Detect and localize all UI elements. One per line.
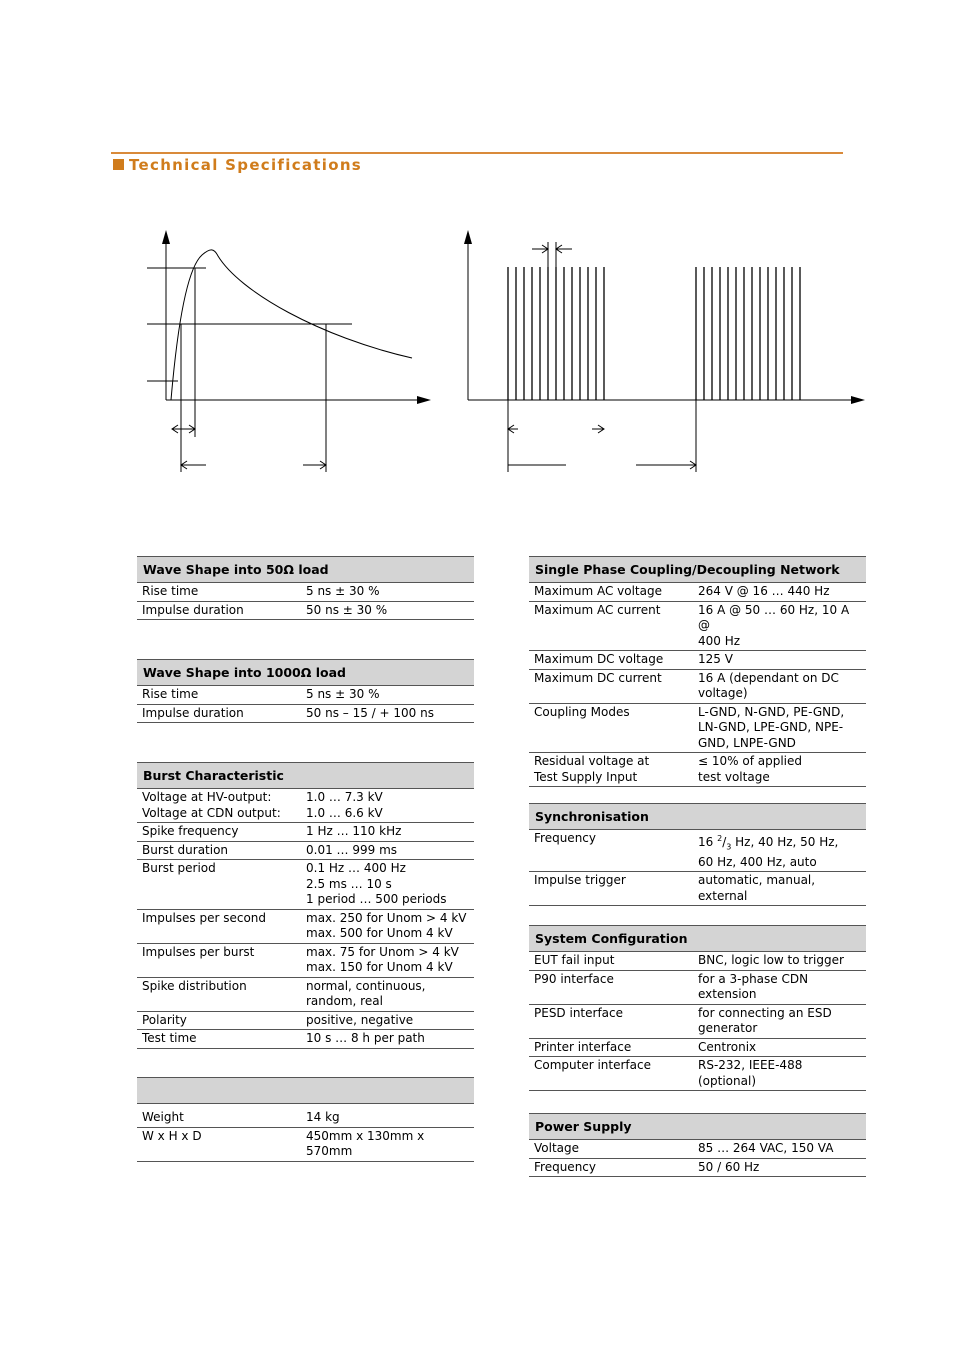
row-key: W x H x D xyxy=(137,1127,301,1161)
table-header: Wave Shape into 1000Ω load xyxy=(137,660,474,686)
row-key: Burst duration xyxy=(137,841,301,860)
row-value: 1.0 … 7.3 kV 1.0 … 6.6 kV xyxy=(301,789,474,823)
row-key: Impulses per burst xyxy=(137,943,301,977)
row-value: normal, continuous, random, real xyxy=(301,977,474,1011)
row-value: 450mm x 130mm x 570mm xyxy=(301,1127,474,1161)
row-value: 14 kg xyxy=(301,1104,474,1128)
burst-train-figure xyxy=(462,222,872,482)
row-value: 10 s … 8 h per path xyxy=(301,1030,474,1049)
row-key: Voltage at HV-output: Voltage at CDN output: xyxy=(137,789,301,823)
row-value: Centronix xyxy=(693,1038,866,1057)
table-header: Synchronisation xyxy=(529,804,866,830)
row-value: 16 A @ 50 … 60 Hz, 10 A @ 400 Hz xyxy=(693,601,866,651)
table-row xyxy=(137,789,474,823)
y-axis-arrowhead xyxy=(464,230,472,244)
row-value: automatic, manual, external xyxy=(693,872,866,906)
freq-rest: Hz, 40 Hz, 50 Hz, xyxy=(731,835,839,849)
burst-2-spikes xyxy=(696,267,800,400)
table-row xyxy=(137,1104,474,1128)
table-row xyxy=(137,823,474,842)
table-row xyxy=(137,704,474,723)
table-row xyxy=(529,1057,866,1091)
row-key: Weight xyxy=(137,1104,301,1128)
row-key: Spike frequency xyxy=(137,823,301,842)
table-row xyxy=(137,583,474,602)
row-value: ≤ 10% of applied test voltage xyxy=(693,753,866,787)
row-value: 125 V xyxy=(693,651,866,670)
row-value: 264 V @ 16 … 440 Hz xyxy=(693,583,866,602)
table-row xyxy=(529,1004,866,1038)
table-general xyxy=(137,1077,474,1162)
square-bullet-icon xyxy=(113,159,124,170)
row-key: Spike distribution xyxy=(137,977,301,1011)
row-value: 1 Hz … 110 kHz xyxy=(301,823,474,842)
row-key: Impulse duration xyxy=(137,704,301,723)
table-row xyxy=(137,841,474,860)
table-row xyxy=(529,703,866,753)
freq-line2: 60 Hz, 400 Hz, auto xyxy=(698,854,817,869)
row-key: Maximum DC current xyxy=(529,669,693,703)
table-header xyxy=(137,1078,474,1104)
table-row xyxy=(137,1127,474,1161)
table-sync xyxy=(529,803,866,906)
row-value: BNC, logic low to trigger xyxy=(693,952,866,971)
section-heading xyxy=(113,156,362,174)
table-row xyxy=(529,651,866,670)
row-value: 16 $^2/_3$ Hz, 40 Hz, 50 Hz, 60 Hz, 400 Hz, auto xyxy=(693,830,866,872)
row-value: 0.01 … 999 ms xyxy=(301,841,474,860)
table-cdn xyxy=(529,556,866,787)
row-key: Polarity xyxy=(137,1011,301,1030)
section-rule xyxy=(111,152,843,154)
row-key: Frequency xyxy=(529,830,693,872)
row-key: Impulse trigger xyxy=(529,872,693,906)
row-key: Maximum AC current xyxy=(529,601,693,651)
row-key: Coupling Modes xyxy=(529,703,693,753)
table-row xyxy=(529,872,866,906)
table-burst xyxy=(137,762,474,1049)
row-value: 85 … 264 VAC, 150 VA xyxy=(693,1140,866,1159)
row-value: 5 ns ± 30 % xyxy=(301,686,474,705)
section-title: Technical Specifications xyxy=(129,156,363,174)
freq-int: 16 xyxy=(698,835,714,849)
table-row xyxy=(137,943,474,977)
table-row xyxy=(137,686,474,705)
row-key: Test time xyxy=(137,1030,301,1049)
table-row xyxy=(529,583,866,602)
table-row xyxy=(529,1038,866,1057)
table-wave-50 xyxy=(137,556,474,620)
row-key: Maximum DC voltage xyxy=(529,651,693,670)
table-header: System Configuration xyxy=(529,926,866,952)
row-key: Printer interface xyxy=(529,1038,693,1057)
table-row xyxy=(529,1140,866,1159)
table-row xyxy=(529,970,866,1004)
row-key: EUT fail input xyxy=(529,952,693,971)
row-key: PESD interface xyxy=(529,1004,693,1038)
row-key: Burst period xyxy=(137,860,301,910)
row-value: 16 A (dependant on DC voltage) xyxy=(693,669,866,703)
table-row xyxy=(137,909,474,943)
row-value: for a 3-phase CDN extension xyxy=(693,970,866,1004)
row-value: 50 ns – 15 / + 100 ns xyxy=(301,704,474,723)
row-key: Frequency xyxy=(529,1158,693,1177)
row-key: Voltage xyxy=(529,1140,693,1159)
row-key: Rise time xyxy=(137,686,301,705)
y-axis-arrowhead xyxy=(162,230,170,244)
x-axis-arrowhead xyxy=(417,396,431,404)
table-row xyxy=(137,601,474,620)
row-key: Residual voltage at Test Supply Input xyxy=(529,753,693,787)
table-header: Wave Shape into 50Ω load xyxy=(137,557,474,583)
table-system-config xyxy=(529,925,866,1091)
table-row xyxy=(529,830,866,872)
row-value: 50 ns ± 30 % xyxy=(301,601,474,620)
table-row xyxy=(529,952,866,971)
row-value: RS-232, IEEE-488 (optional) xyxy=(693,1057,866,1091)
table-power xyxy=(529,1113,866,1177)
row-value: 5 ns ± 30 % xyxy=(301,583,474,602)
burst-1-spikes xyxy=(508,267,604,400)
table-row xyxy=(529,601,866,651)
row-value: L-GND, N-GND, PE-GND, LN-GND, LPE-GND, NPE- GND, LNPE-GND xyxy=(693,703,866,753)
row-value: for connecting an ESD generator xyxy=(693,1004,866,1038)
x-axis-arrowhead xyxy=(851,396,865,404)
pulse-waveform-figure xyxy=(140,222,440,482)
row-value: 0.1 Hz … 400 Hz 2.5 ms … 10 s 1 period … 500 periods xyxy=(301,860,474,910)
table-row xyxy=(137,860,474,910)
row-value: max. 250 for Unom > 4 kV max. 500 for Unom 4 kV xyxy=(301,909,474,943)
table-header: Single Phase Coupling/Decoupling Network xyxy=(529,557,866,583)
table-row xyxy=(137,1030,474,1049)
table-row xyxy=(137,1011,474,1030)
table-header: Power Supply xyxy=(529,1114,866,1140)
table-row xyxy=(137,977,474,1011)
row-value: 50 / 60 Hz xyxy=(693,1158,866,1177)
row-key: P90 interface xyxy=(529,970,693,1004)
pulse-curve xyxy=(171,250,412,400)
row-value: max. 75 for Unom > 4 kV max. 150 for Unom 4 kV xyxy=(301,943,474,977)
table-row xyxy=(529,1158,866,1177)
freq-num: 2 xyxy=(717,834,723,843)
table-row xyxy=(529,669,866,703)
row-value: positive, negative xyxy=(301,1011,474,1030)
table-row xyxy=(529,753,866,787)
row-key: Impulses per second xyxy=(137,909,301,943)
freq-den: 3 xyxy=(726,842,732,852)
table-wave-1000 xyxy=(137,659,474,723)
row-key: Rise time xyxy=(137,583,301,602)
row-key: Computer interface xyxy=(529,1057,693,1091)
row-key: Maximum AC voltage xyxy=(529,583,693,602)
row-key: Impulse duration xyxy=(137,601,301,620)
table-header: Burst Characteristic xyxy=(137,763,474,789)
